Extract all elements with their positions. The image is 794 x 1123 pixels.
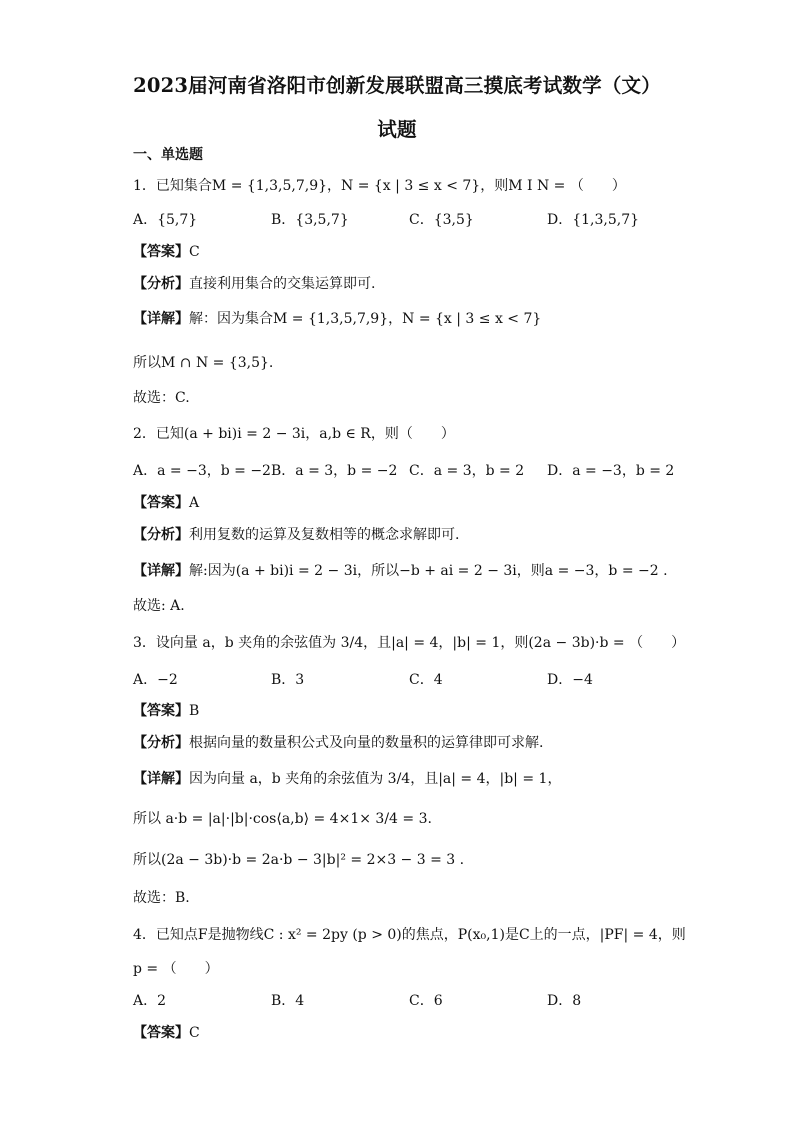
q3-stem: 3．设向量 a，b 夹角的余弦值为 3/4，且|a| = 4，|b| = 1，则(2a − 3b)·b = （ ） <box>133 635 686 651</box>
q2-stem: 2．已知(a + bi)i = 2 − 3i，a,b ∈ R，则（ ） <box>133 426 455 442</box>
analysis-text: 直接利用集合的交集运算即可. <box>189 276 376 292</box>
q4-stem-line-2: p = （ ） <box>133 961 219 977</box>
answer-tag: 【答案】 <box>133 495 189 511</box>
q3-option-c: C．4 <box>409 672 443 688</box>
q2-choice: 故选: A. <box>133 598 185 614</box>
section-heading: 一、单选题 <box>133 147 203 163</box>
q1-answer <box>133 242 200 262</box>
q4-answer <box>133 1023 200 1043</box>
document-title-line-1: 2023届河南省洛阳市创新发展联盟高三摸底考试数学（文） <box>133 74 661 97</box>
q2-detail <box>133 561 668 581</box>
q4-option-a: A．2 <box>133 993 167 1009</box>
answer-value: B <box>189 703 200 719</box>
q3-option-a: A．−2 <box>133 672 178 688</box>
q1-option-b: B．{3,5,7} <box>271 212 349 228</box>
q3-analysis <box>133 733 543 753</box>
answer-tag: 【答案】 <box>133 244 189 260</box>
analysis-tag: 【分析】 <box>133 527 189 543</box>
q1-stem: 1．已知集合M = {1,3,5,7,9}，N = {x | 3 ≤ x < 7}，则M I N = （ ） <box>133 178 626 194</box>
q1-choice: 故选：C. <box>133 390 190 406</box>
detail-text: 因为向量 a，b 夹角的余弦值为 3/4，且|a| = 4，|b| = 1， <box>189 771 562 787</box>
detail-text: 解:因为(a + bi)i = 2 − 3i，所以−b + ai = 2 − 3i，则a = −3，b = −2 . <box>189 563 668 579</box>
analysis-text: 利用复数的运算及复数相等的概念求解即可. <box>189 527 460 543</box>
q3-detail <box>133 769 561 789</box>
q2-option-b: B．a = 3，b = −2 <box>271 463 398 479</box>
answer-tag: 【答案】 <box>133 703 189 719</box>
answer-value: C <box>189 244 200 260</box>
detail-tag: 【详解】 <box>133 563 189 579</box>
q2-option-a: A．a = −3，b = −2 <box>133 463 271 479</box>
analysis-text: 根据向量的数量积公式及向量的数量积的运算律即可求解. <box>189 735 544 751</box>
q4-stem: 4．已知点F是抛物线C : x² = 2py (p > 0)的焦点，P(x₀,1)是C上的一点，|PF| = 4，则 <box>133 927 686 943</box>
q2-analysis <box>133 525 459 545</box>
detail-tag: 【详解】 <box>133 771 189 787</box>
detail-text: 解：因为集合M = {1,3,5,7,9}，N = {x | 3 ≤ x < 7} <box>189 311 542 327</box>
answer-tag: 【答案】 <box>133 1025 189 1041</box>
q3-option-d: D．−4 <box>547 672 593 688</box>
q4-option-d: D．8 <box>547 993 582 1009</box>
q1-option-d: D．{1,3,5,7} <box>547 212 640 228</box>
q1-detail-line-2: 所以M ∩ N = {3,5}. <box>133 355 274 371</box>
detail-tag: 【详解】 <box>133 311 189 327</box>
q2-option-d: D．a = −3，b = 2 <box>547 463 675 479</box>
q1-detail <box>133 309 541 329</box>
q1-option-c: C．{3,5} <box>409 212 474 228</box>
q3-choice: 故选：B. <box>133 890 190 906</box>
answer-value: A <box>189 495 200 511</box>
q2-answer <box>133 493 199 513</box>
q3-detail-line-2: 所以 a·b = |a|·|b|·cos⟨a,b⟩ = 4×1× 3/4 = 3. <box>133 811 432 827</box>
q4-option-b: B．4 <box>271 993 305 1009</box>
q3-detail-line-3: 所以(2a − 3b)·b = 2a·b − 3|b|² = 2×3 − 3 = 3 . <box>133 852 465 868</box>
q1-analysis <box>133 274 375 294</box>
q3-answer <box>133 701 199 721</box>
analysis-tag: 【分析】 <box>133 276 189 292</box>
q4-option-c: C．6 <box>409 993 443 1009</box>
q2-option-c: C．a = 3，b = 2 <box>409 463 525 479</box>
q1-option-a: A．{5,7} <box>133 212 198 228</box>
q3-option-b: B．3 <box>271 672 305 688</box>
answer-value: C <box>189 1025 200 1041</box>
document-title-line-2: 试题 <box>377 118 417 141</box>
analysis-tag: 【分析】 <box>133 735 189 751</box>
